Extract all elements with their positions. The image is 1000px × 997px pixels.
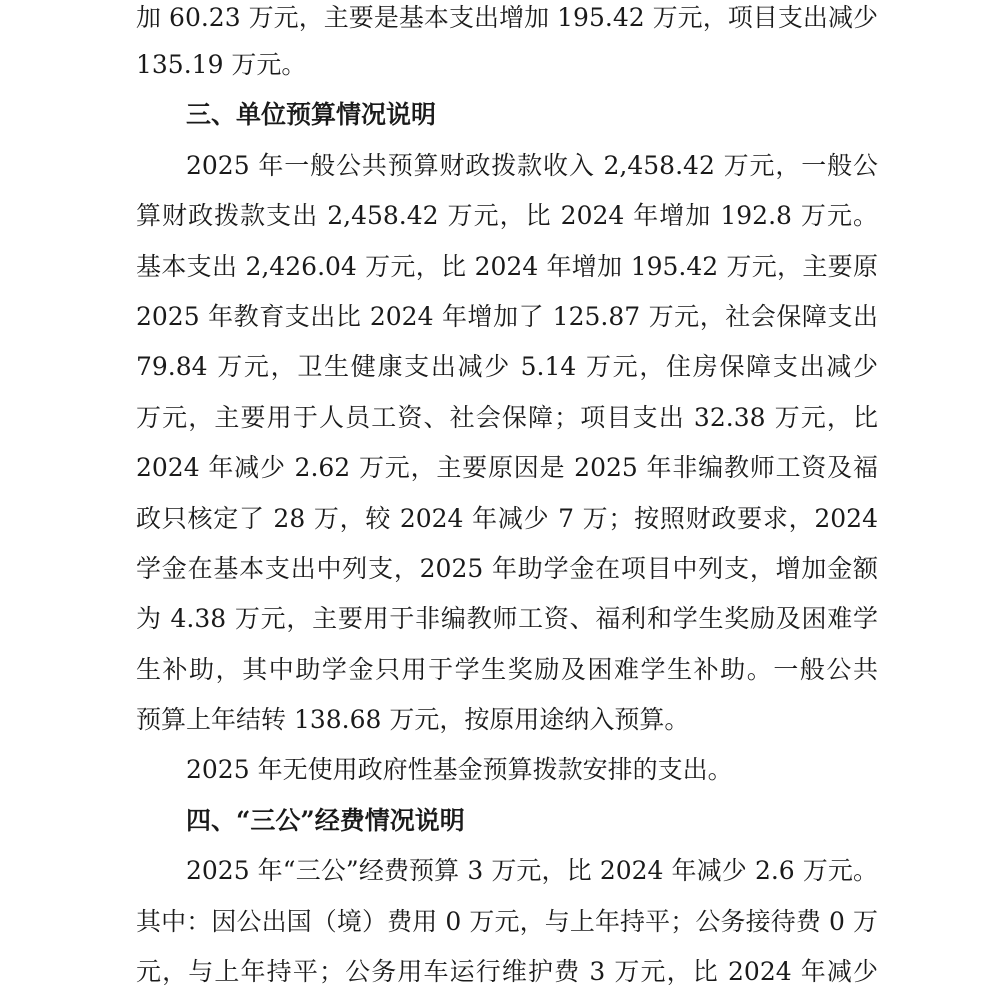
section-heading: 四、“三公”经费情况说明 [186,805,465,835]
paragraph-line: 2025 年“三公”经费预算 3 万元，比 2024 年减少 2.6 万元。 [186,856,878,886]
document-page [136,0,878,997]
section-heading: 三、单位预算情况说明 [186,100,437,130]
paragraph-line: 2024 年减少 2.62 万元，主要原因是 2025 年非编教师工资及福 [136,453,878,483]
paragraph-line: 加 60.23 万元，主要是基本支出增加 195.42 万元，项目支出减少 [136,3,878,32]
paragraph-line: 2025 年教育支出比 2024 年增加了 125.87 万元，社会保障支出 [136,301,878,331]
paragraph-line: 学金在基本支出中列支，2025 年助学金在项目中列支，增加金额 [136,553,878,583]
paragraph-line: 2025 年一般公共预算财政拨款收入 2,458.42 万元，一般公 [186,150,878,180]
paragraph-line: 预算上年结转 138.68 万元，按原用途纳入预算。 [136,705,690,735]
paragraph-line: 算财政拨款支出 2,458.42 万元，比 2024 年增加 192.8 万元。 [136,201,878,231]
paragraph-line: 79.84 万元，卫生健康支出减少 5.14 万元，住房保障支出减少 [136,352,878,382]
paragraph-line: 135.19 万元。 [136,50,307,79]
paragraph-line: 万元，主要用于人员工资、社会保障；项目支出 32.38 万元，比 [136,402,878,432]
paragraph-line: 其中：因公出国（境）费用 0 万元，与上年持平；公务接待费 0 万 [136,906,878,936]
paragraph-line: 基本支出 2,426.04 万元，比 2024 年增加 195.42 万元，主要原 [136,251,878,281]
paragraph-line: 元，与上年持平；公务用车运行维护费 3 万元，比 2024 年减少 [136,957,878,987]
paragraph-line: 为 4.38 万元，主要用于非编教师工资、福利和学生奖励及困难学 [136,604,878,634]
paragraph-line: 生补助，其中助学金只用于学生奖励及困难学生补助。一般公共 [136,654,878,684]
paragraph-line: 2025 年无使用政府性基金预算拨款安排的支出。 [186,755,733,785]
paragraph-line: 政只核定了 28 万，较 2024 年减少 7 万；按照财政要求，2024 [136,503,878,533]
